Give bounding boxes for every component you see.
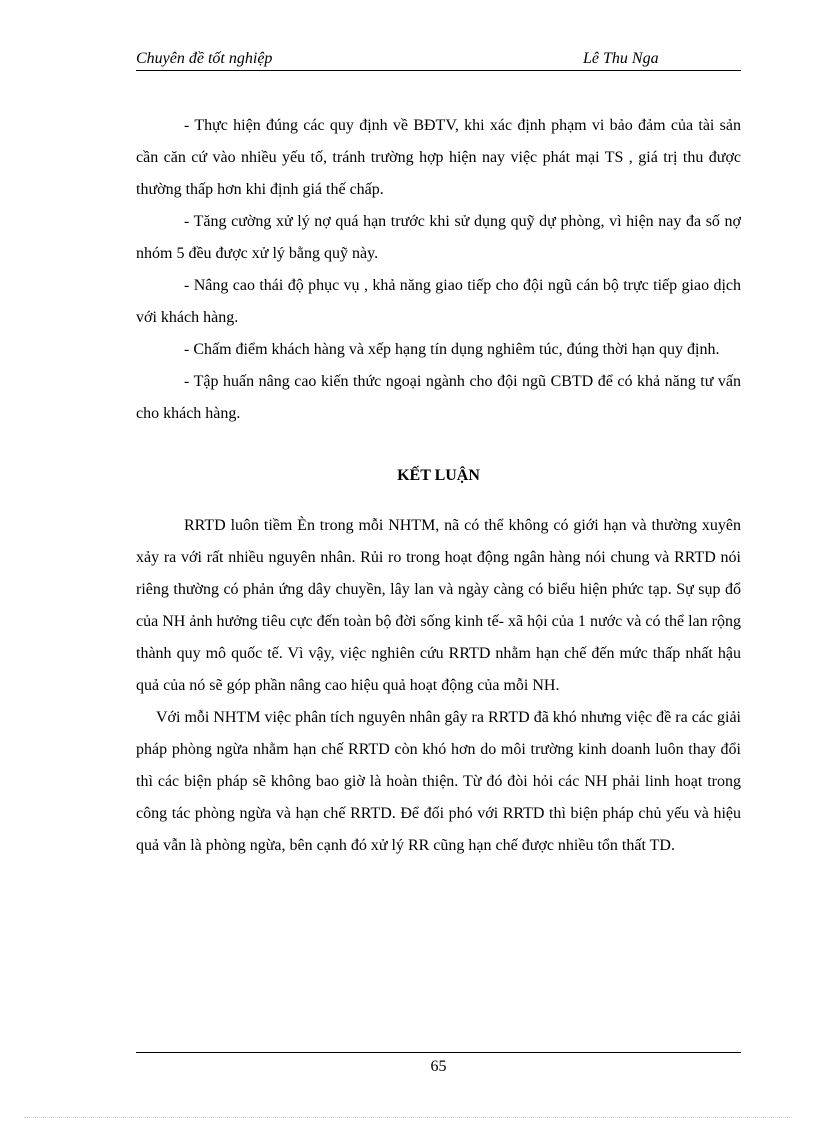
page-body — [136, 110, 741, 862]
bullet-item: - Tăng cường xử lý nợ quá hạn trước khi sử dụng quỹ dự phòng, vì hiện nay đa số nợ nhóm 5 đều được xử lý bằng quỹ này. — [136, 213, 741, 262]
page-edge-divider — [24, 1117, 792, 1118]
bullet-item: - Chấm điểm khách hàng và xếp hạng tín dụng nghiêm túc, đúng thời hạn quy định. — [184, 341, 720, 358]
bullet-item: - Tập huấn nâng cao kiến thức ngoại ngành cho đội ngũ CBTD để có khả năng tư vấn cho khách hàng. — [136, 373, 741, 422]
conclusion-paragraph: RRTD luôn tiềm Èn trong mỗi NHTM, nã có thể không có giới hạn và thường xuyên xảy ra với rất nhiều nguyên nhân. Rủi ro trong hoạt động ngân hàng nói chung và RRTD nói riêng thường có phản ứng dây chuyền, lây lan và ngày càng có biểu hiện phức tạp. Sự sụp đổ của NH ảnh hưởng tiêu cực đến toàn bộ đời sống kinh tế- xã hội của 1 nước và có thể lan rộng thành quy mô quốc tế. Vì vậy, việc nghiên cứu RRTD nhằm hạn chế đến mức thấp nhất hậu quả của nó sẽ góp phần nâng cao hiệu quả hoạt động của mỗi NH. — [136, 517, 741, 694]
conclusion-paragraph: Với mỗi NHTM việc phân tích nguyên nhân gây ra RRTD đã khó nhưng việc đề ra các giải pháp phòng ngừa nhằm hạn chế RRTD còn khó hơn do môi trường kinh doanh luôn thay đổi thì các biện pháp sẽ không bao giờ là hoàn thiện. Từ đó đòi hỏi các NH phải linh hoạt trong công tác phòng ngừa và hạn chế RRTD. Để đối phó với RRTD thì biện pháp chủ yếu và hiệu quả vẫn là phòng ngừa, bên cạnh đó xử lý RR cũng hạn chế được nhiều tổn thất TD. — [136, 709, 741, 854]
conclusion-heading: KẾT LUẬN — [397, 467, 480, 484]
page-number: 65 — [430, 1058, 447, 1075]
footer-divider — [136, 1052, 741, 1053]
header-author: Lê Thu Nga — [583, 50, 659, 67]
bullet-item: - Thực hiện đúng các quy định về BĐTV, khi xác định phạm vi bảo đảm của tài sản cần căn cứ vào nhiều yếu tố, tránh trường hợp hiện nay việc phát mại TS , giá trị thu được thường thấp hơn khi định giá thế chấp. — [136, 117, 741, 198]
header-document-type: Chuyên đề tốt nghiệp — [136, 50, 273, 67]
bullet-item: - Nâng cao thái độ phục vụ , khả năng giao tiếp cho đội ngũ cán bộ trực tiếp giao dịch với khách hàng. — [136, 277, 741, 326]
page-header — [136, 50, 741, 71]
